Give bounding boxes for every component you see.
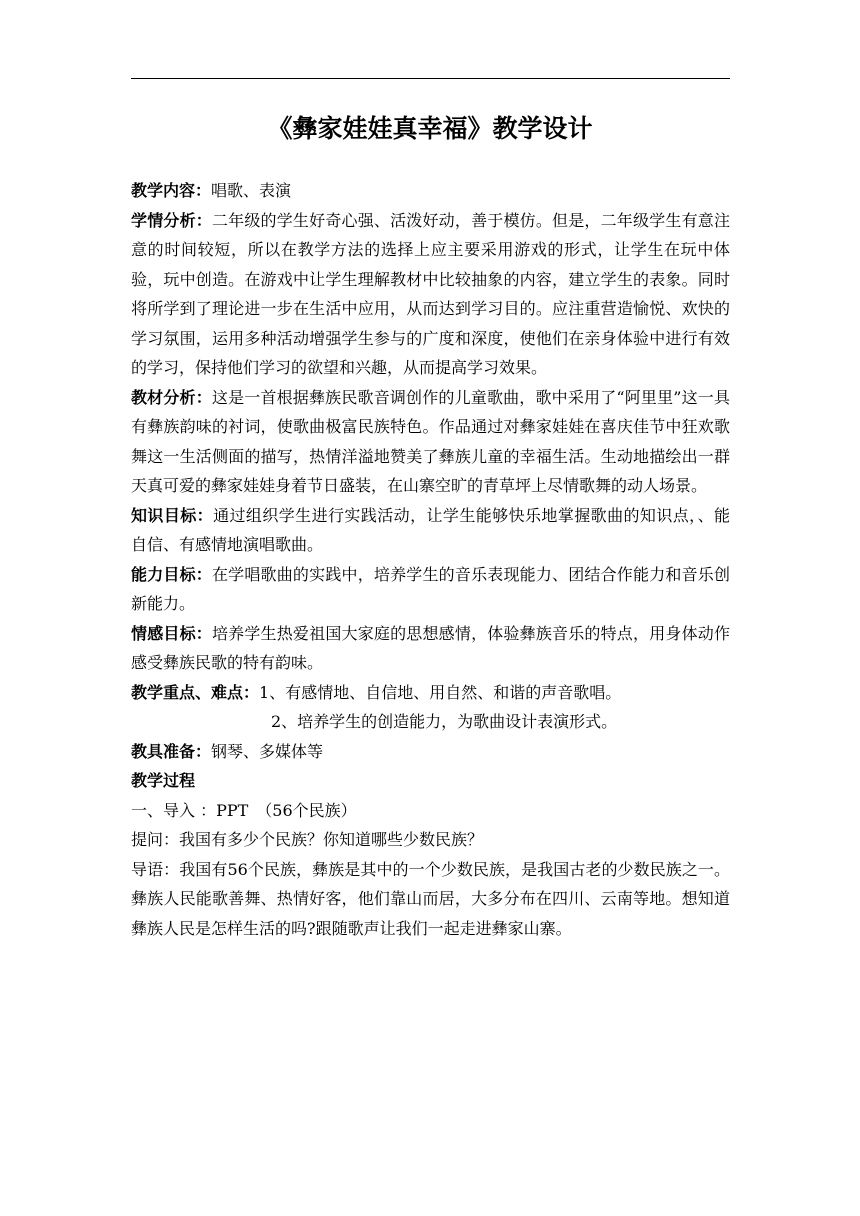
section-text: 这是一首根据彝族民歌音调创作的儿童歌曲，歌中采用了“阿里里”这一具有彝族韵味的衬词，使歌曲极富民族特色。作品通过对彝家娃娃在喜庆佳节中狂欢歌舞这一生活侧面的描写，热情洋溢地赞美了彝族儿童的幸福生活。生动地描绘出一群天真可爱的彝家娃娃身着节日盛装，在山寨空旷的青草坪上尽情歌舞的动人场景。 xyxy=(131,387,730,495)
section-label: 知识目标： xyxy=(131,505,214,525)
section-tools xyxy=(131,737,730,767)
intro-paragraph: 导语：我国有56个民族，彝族是其中的一个少数民族，是我国古老的少数民族之一。彝族人民能歌善舞、热情好客，他们靠山而居，大多分布在四川、云南等地。想知道彝族人民是怎样生活的吗?跟随歌声让我们一起走进彝家山寨。 xyxy=(131,859,730,938)
section-knowledge-goal xyxy=(131,501,730,560)
section-student-analysis xyxy=(131,206,730,383)
section-label: 教学重点、难点： xyxy=(131,682,260,702)
section-text: 在学唱歌曲的实践中，培养学生的音乐表现能力、团结合作能力和音乐创新能力。 xyxy=(131,564,730,613)
section-text: 唱歌、表演 xyxy=(211,181,292,200)
key-point-2: 2、培养学生的创造能力，为歌曲设计表演形式。 xyxy=(271,712,618,731)
section-key-points xyxy=(131,678,730,708)
section-label: 能力目标： xyxy=(131,564,212,584)
document-title: 《彝家娃娃真幸福》教学设计 xyxy=(267,114,593,143)
question-line: 提问：我国有多少个民族？你知道哪些少数民族？ xyxy=(131,830,484,849)
process-heading: 教学过程 xyxy=(131,771,196,790)
section-text: 1、有感情地、自信地、用自然、和谐的声音歌唱。 xyxy=(259,682,622,702)
section-emotion-goal xyxy=(131,619,730,678)
section-label: 学情分析： xyxy=(131,210,212,230)
section-text: 培养学生热爱祖国大家庭的思想感情，体验彝族音乐的特点，用身体动作感受彝族民歌的特有韵味。 xyxy=(131,623,730,672)
section-teaching-content xyxy=(131,176,730,206)
section-label: 教具准备： xyxy=(131,741,212,761)
step-1: 一、导入 ：PPT （56个民族） xyxy=(131,800,357,820)
section-material-analysis xyxy=(131,383,730,501)
section-label: 情感目标： xyxy=(131,623,212,643)
section-label: 教学内容： xyxy=(131,181,212,200)
section-label: 教材分析： xyxy=(131,387,212,407)
section-text: 钢琴、多媒体等 xyxy=(211,741,324,761)
document-body xyxy=(131,176,730,943)
section-ability-goal xyxy=(131,560,730,619)
header-rule xyxy=(131,78,730,79)
section-text: 通过组织学生进行实践活动，让学生能够快乐地掌握歌曲的知识点，、能自信、有感情地演唱歌曲。 xyxy=(131,505,730,554)
section-text: 二年级的学生好奇心强、活泼好动，善于模仿。但是，二年级学生有意注意的时间较短，所以在教学方法的选择上应主要采用游戏的形式，让学生在玩中体验，玩中创造。在游戏中让学生理解教材中比较抽象的内容，建立学生的表象。同时将所学到了理论进一步在生活中应用，从而达到学习目的。应注重营造愉悦、欢快的学习氛围，运用多种活动增强学生参与的广度和深度，使他们在亲身体验中进行有效的学习，保持他们学习的欲望和兴趣，从而提高学习效果。 xyxy=(131,210,730,377)
